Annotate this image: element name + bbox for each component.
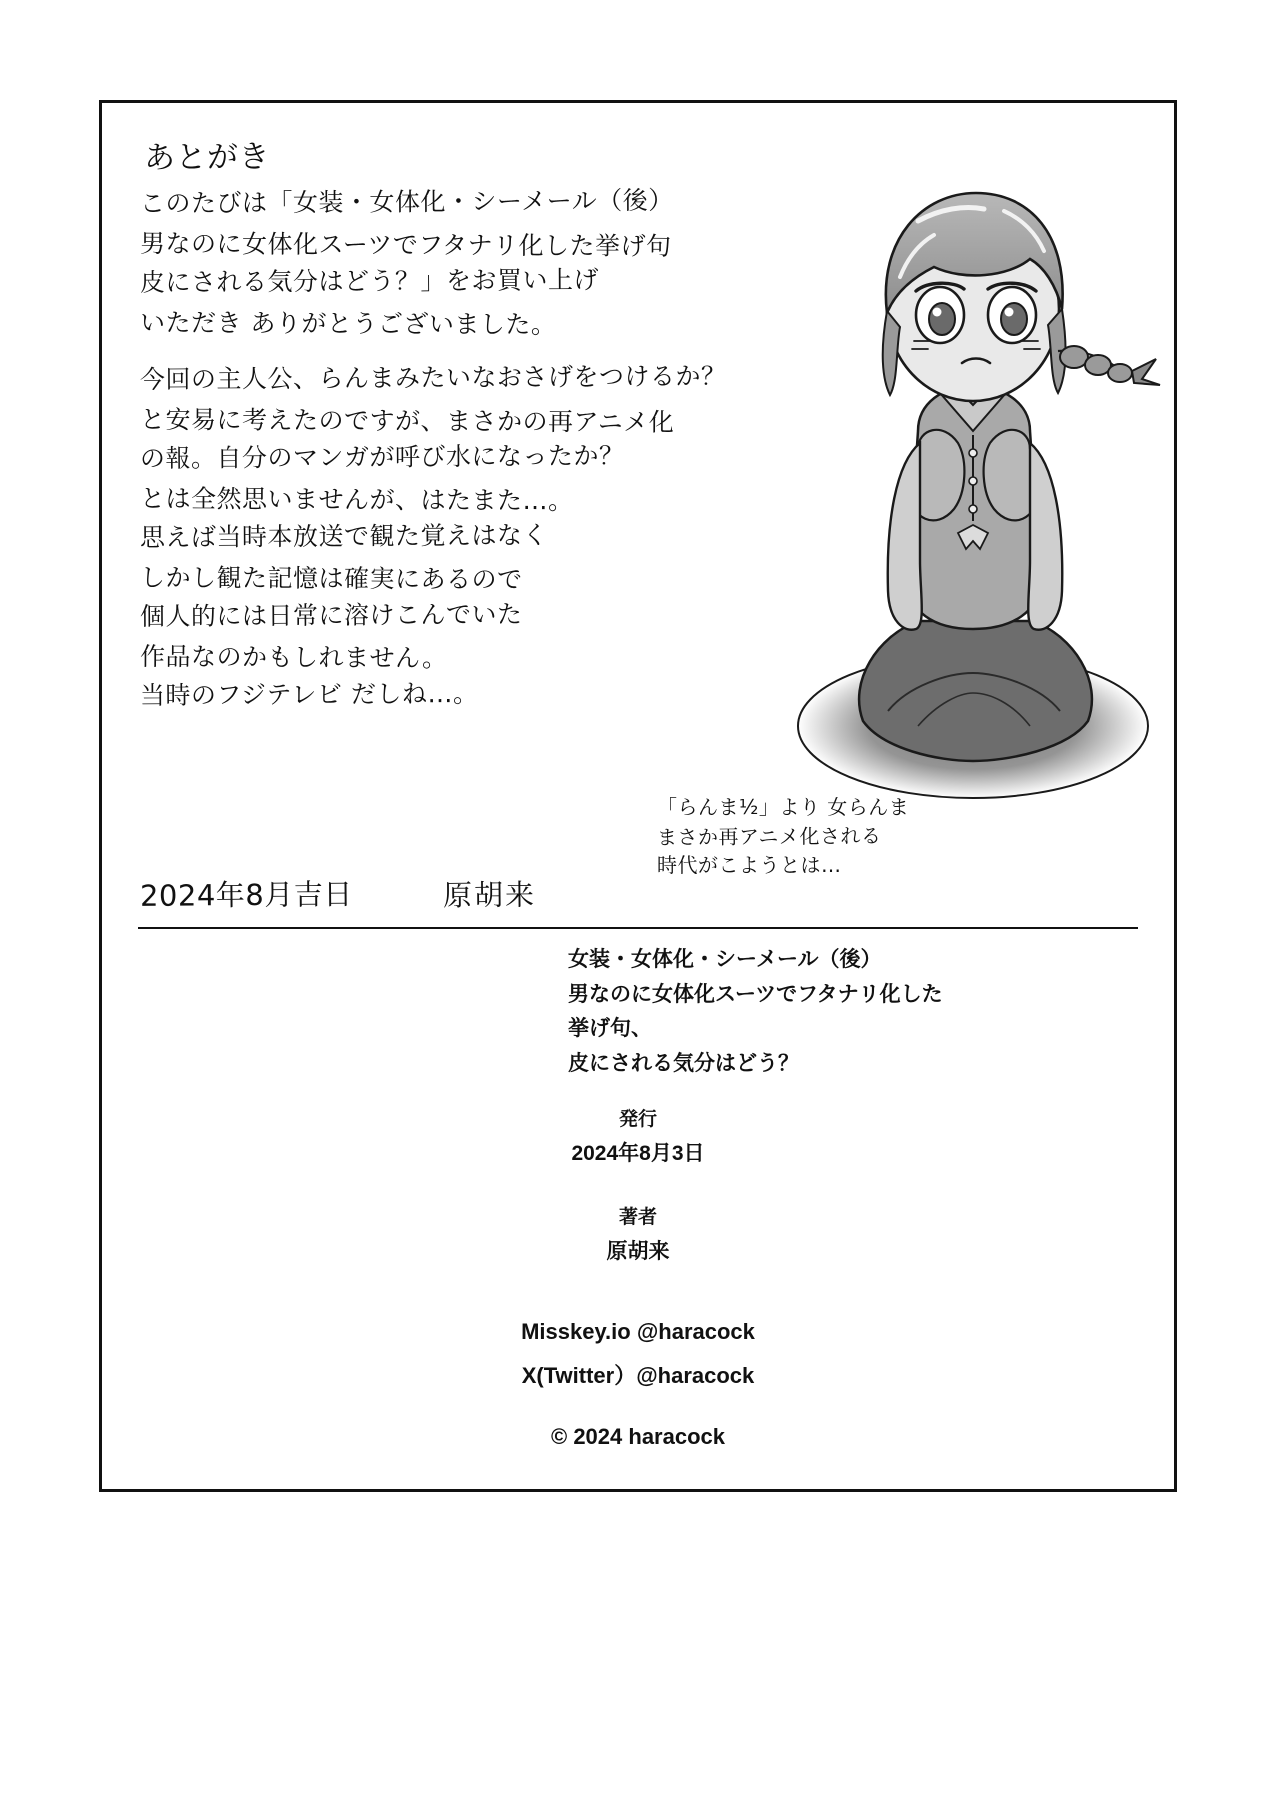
twitter-link[interactable]: X(Twitter）@haracock — [521, 1362, 755, 1388]
afterword-p2-line-5: 思えば当時本放送で観た覚えはなく — [139, 520, 549, 553]
page-frame — [99, 100, 1177, 1492]
character-illustration — [768, 181, 1168, 881]
signature-date: 2024年8月吉日 — [139, 877, 353, 913]
afterword-p1-line-3: 皮にされる気分はどう？」をお買い上げ — [139, 265, 600, 298]
illustration-caption — [657, 793, 1037, 880]
illustration-caption-line-2: まさか再アニメ化される — [656, 823, 882, 850]
horizontal-divider — [138, 927, 1138, 929]
afterword-p1-line-1: このたびは「女装・女体化・シーメール（後） — [139, 185, 674, 219]
afterword-p2-line-9: 当時のフジテレビ だしね…。 — [139, 679, 479, 711]
signature-row — [140, 873, 660, 914]
afterword-block — [122, 113, 782, 744]
afterword-p2-line-3: の報。自分のマンガが呼び水になったか？ — [139, 441, 625, 474]
afterword-paragraph-1 — [140, 184, 768, 342]
illustration-caption-line-1: 「らんま½」より 女らんま — [657, 795, 910, 819]
colophon-title — [318, 943, 958, 1082]
copyright-notice: © 2024 haracock — [551, 1423, 725, 1449]
afterword-p1-line-2: 男なのに女体化スーツでフタナリ化した挙げ句 — [139, 228, 672, 261]
afterword-p2-line-4: とは全然思いませんが、はたまた…。 — [139, 483, 574, 515]
afterword-p2-line-2: と安易に考えたのですが、まさかの再アニメ化 — [139, 404, 675, 437]
colophon-block — [102, 943, 1174, 1450]
illustration-caption-line-3: 時代がこようとは… — [657, 853, 842, 877]
afterword-p2-line-8: 作品なのかもしれません。 — [139, 641, 448, 673]
misskey-link[interactable]: Misskey.io @haracock — [521, 1318, 755, 1344]
colophon-title-line-2: 男なのに女体化スーツでフタナリ化した挙げ句、 — [568, 982, 943, 1041]
publish-label: 発行 — [618, 1108, 657, 1130]
afterword-p2-line-1: 今回の主人公、らんまみたいなおさげをつけるか？ — [139, 361, 727, 395]
afterword-paragraph-2 — [140, 360, 768, 716]
signature-author: 原胡来 — [442, 877, 536, 913]
author-name: 原胡来 — [606, 1239, 670, 1263]
afterword-p2-line-7: 個人的には日常に溶けこんでいた — [139, 599, 523, 632]
publish-date: 2024年8月3日 — [571, 1141, 705, 1165]
afterword-p2-line-6: しかし観た記憶は確実にあるので — [139, 562, 523, 594]
colophon-title-line-1: 女装・女体化・シーメール（後） — [568, 948, 882, 971]
colophon-title-line-3: 皮にされる気分はどう？ — [568, 1051, 799, 1075]
afterword-heading: あとがき — [143, 138, 271, 177]
afterword-p1-line-4: いただき ありがとうございました。 — [139, 307, 557, 339]
author-label: 著者 — [618, 1206, 657, 1228]
